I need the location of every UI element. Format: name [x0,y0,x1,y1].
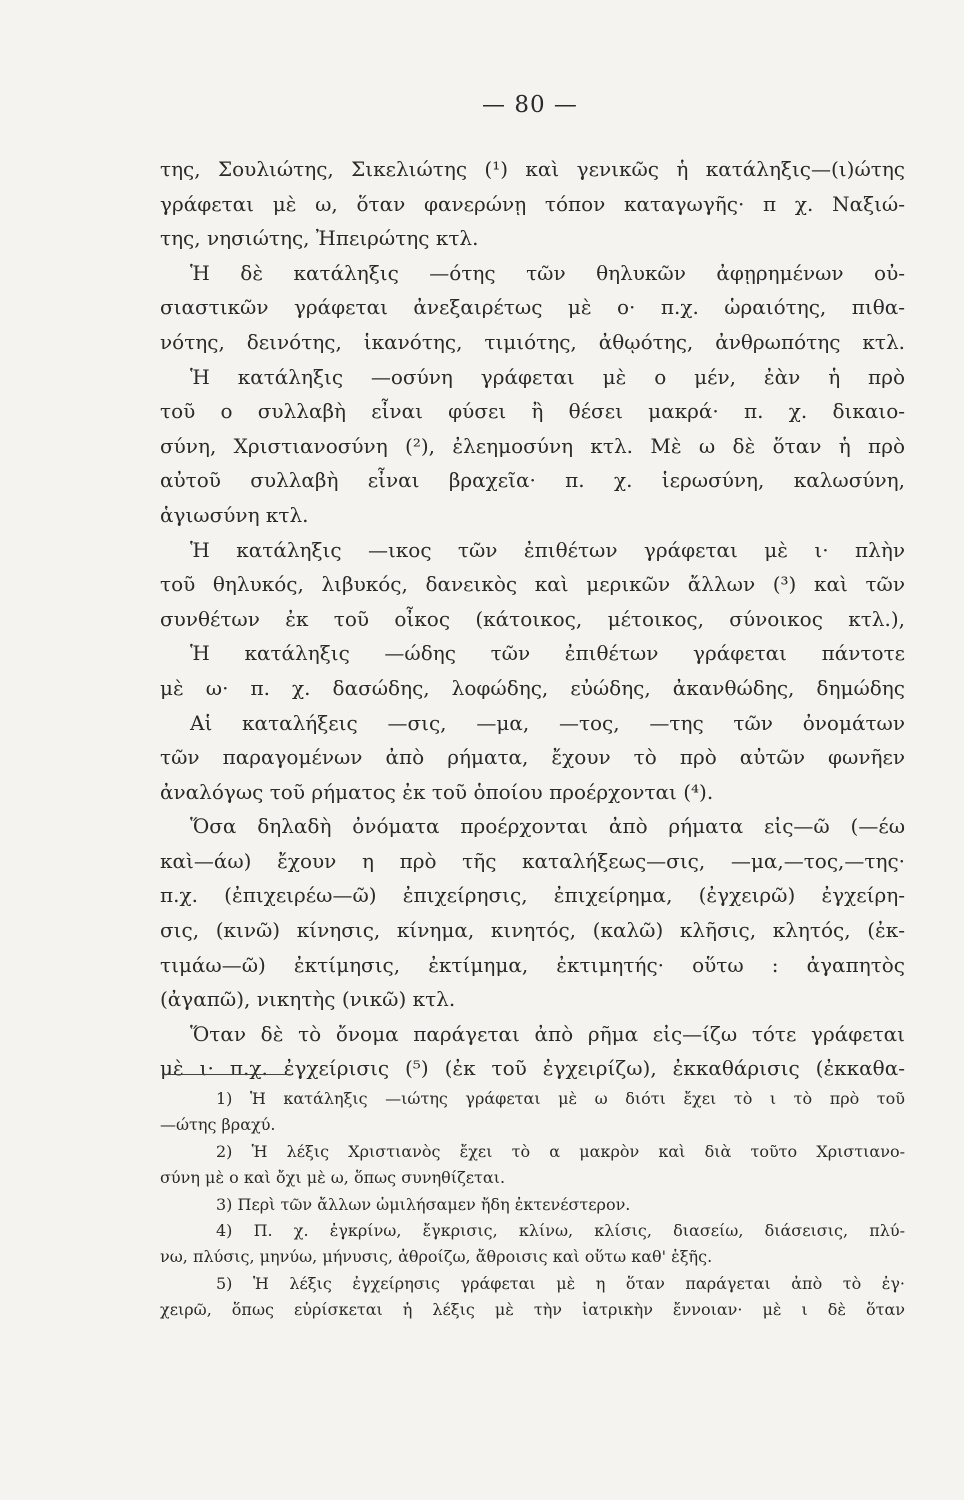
body-line: Ἡ κατάληξις —ικος τῶν ἐπιθέτων γράφεται μὲ ι· πλὴν [190,537,905,562]
body-line: συνθέτων ἐκ τοῦ οἶκος (κάτοικος, μέτοικος, σύνοικος κτλ.), [160,606,905,631]
body-line: Ἡ κατάληξις —οσύνη γράφεται μὲ ο μέν, ἐὰν ἡ πρὸ [190,364,905,389]
body-line: μὲ ι· π.χ. ἐγχείρισις (⁵) (ἐκ τοῦ ἐγχειρίζω), ἐκκαθάρισις (ἐκκαθα- [160,1056,905,1081]
body-line: (ἀγαπῶ), νικητὴς (νικῶ) κτλ. [160,987,456,1012]
body-line: γράφεται μὲ ω, ὅταν φανερώνῃ τόπον καταγωγῆς· π χ. Ναξιώ- [160,191,905,216]
body-line: σύνη, Χριστιανοσύνη (²), ἐλεημοσύνη κτλ. Μὲ ω δὲ ὅταν ἡ πρὸ [160,433,905,458]
footnote-line: χειρῶ, ὅπως εὑρίσκεται ἡ λέξις μὲ τὴν ἰατρικὴν ἔννοιαν· μὲ ι δὲ ὅταν [160,1300,905,1320]
footnote-line: νω, πλύσις, μηνύω, μήνυσις, ἀθροίζω, ἄθροισις καὶ οὕτω καθ' ἑξῆς. [160,1247,713,1267]
body-line: Ὅσα δηλαδὴ ὀνόματα προέρχονται ἀπὸ ρήματα εἰς—ῶ (—έω [190,814,905,839]
footnote-line: σύνη μὲ ο καὶ ὄχι μὲ ω, ὅπως συνηθίζεται. [160,1168,506,1188]
body-line: της, Σουλιώτης, Σικελιώτης (¹) καὶ γενικῶς ἡ κατάληξις—(ι)ώτης [160,157,905,181]
footnote-line: 2) Ἡ λέξις Χριστιανὸς ἔχει τὸ α μακρὸν καὶ διὰ τοῦτο Χριστιανο- [216,1141,905,1161]
body-line: τιμάω—ῶ) ἐκτίμησις, ἐκτίμημα, ἐκτιμητής· οὕτω : ἀγαπητὸς [160,952,905,977]
body-line: αὐτοῦ συλλαβὴ εἶναι βραχεῖα· π. χ. ἱερωσύνη, καλωσύνη, [160,468,905,493]
body-line: καὶ—άω) ἔχουν η πρὸ τῆς καταλήξεως—σις, —μα,—τος,—της· [160,848,905,873]
footnote-line: 1) Ἡ κατάληξις —ιώτης γράφεται μὲ ω διότι ἔχει τὸ ι τὸ πρὸ τοῦ [216,1089,905,1108]
body-line: της, νησιώτης, Ἠπειρώτης κτλ. [160,226,479,251]
body-line: τοῦ ο συλλαβὴ εἶναι φύσει ἢ θέσει μακρά· π. χ. δικαιο- [160,399,905,424]
body-line: π.χ. (ἐπιχειρέω—ῶ) ἐπιχείρησις, ἐπιχείρημα, (ἐγχειρῶ) ἐγχείρη- [160,883,905,908]
body-line: τοῦ θηλυκός, λιβυκός, δανεικὸς καὶ μερικῶν ἄλλων (³) καὶ τῶν [160,572,905,597]
body-line: ἁγιωσύνη κτλ. [160,502,309,527]
footnote-line: —ώτης βραχύ. [160,1115,276,1135]
page-number: — 80 — [482,92,578,118]
body-line: Αἱ καταλήξεις —σις, —μα, —τος, —της τῶν ὀνομάτων [190,710,905,735]
body-line: μὲ ω· π. χ. δασώδης, λοφώδης, εὐώδης, ἀκανθώδης, δημώδης [160,675,905,700]
footnote-line: 3) Περὶ τῶν ἄλλων ὡμιλήσαμεν ἤδη ἐκτενέστερον. [216,1194,631,1214]
footnotes [160,1086,905,1324]
body-text [160,152,905,1086]
footnote-separator [162,1074,292,1075]
body-line: ἀναλόγως τοῦ ρήματος ἐκ τοῦ ὁποίου προέρχονται (⁴). [160,779,714,804]
footnote-line: 4) Π. χ. ἐγκρίνω, ἔγκρισις, κλίνω, κλίσις, διασείω, διάσεισις, πλύ- [216,1220,905,1240]
body-line: νότης, δεινότης, ἱκανότης, τιμιότης, ἀθῳότης, ἀνθρωπότης κτλ. [160,329,905,354]
body-line: σις, (κινῶ) κίνησις, κίνημα, κινητός, (καλῶ) κλῆσις, κλητός, (ἐκ- [160,918,905,943]
body-line: Ὅταν δὲ τὸ ὄνομα παράγεται ἀπὸ ρῆμα εἰς—ίζω τότε γράφεται [190,1021,905,1046]
body-line: σιαστικῶν γράφεται ἀνεξαιρέτως μὲ ο· π.χ. ὡραιότης, πιθα- [160,295,905,320]
footnote-line: 5) Ἡ λέξις ἐγχείρησις γράφεται μὲ η ὅταν παράγεται ἀπὸ τὸ ἐγ· [216,1273,905,1293]
body-line: τῶν παραγομένων ἀπὸ ρήματα, ἔχουν τὸ πρὸ αὐτῶν φωνῆεν [160,745,905,770]
body-line: Ἡ δὲ κατάληξις —ότης τῶν θηλυκῶν ἀφῃρημένων οὐ- [190,260,905,285]
body-line: Ἡ κατάληξις —ώδης τῶν ἐπιθέτων γράφεται πάντοτε [190,641,905,666]
